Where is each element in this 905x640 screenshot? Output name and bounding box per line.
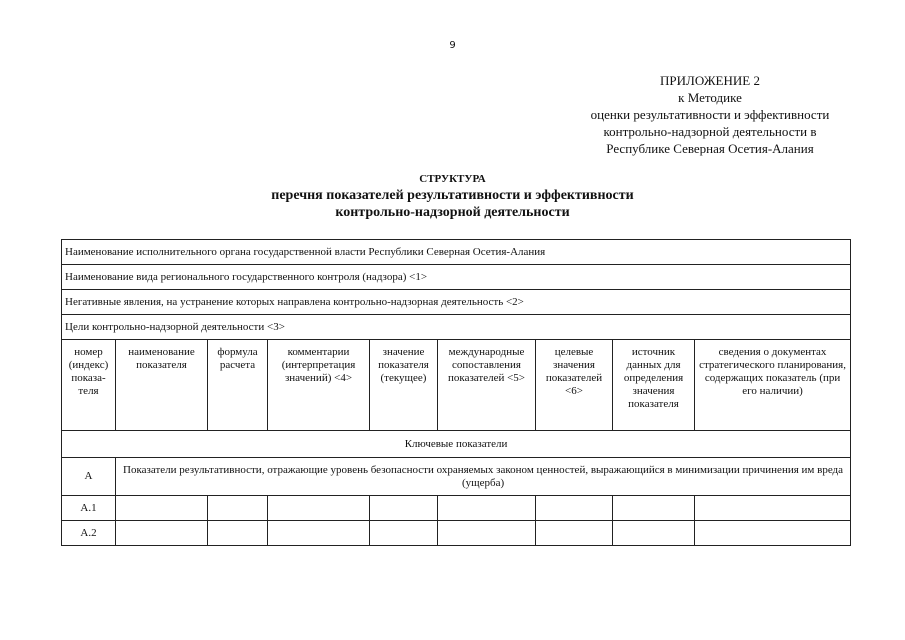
- info-row: [62, 290, 851, 315]
- table-cell: [695, 496, 851, 521]
- key-indicators-row: [62, 431, 851, 458]
- table-header-row: [62, 340, 851, 431]
- table-cell: [208, 496, 268, 521]
- table-row: [62, 496, 851, 521]
- info-row: [62, 240, 851, 265]
- group-description-cell: Показатели результативности, отражающие уровень безопасности охраняемых законом ценностей, выражающийся в минимизации причинения им вреда (ущерба): [116, 458, 851, 496]
- table-cell: [208, 521, 268, 546]
- column-header: комментарии (интерпретация значений) <4>: [268, 340, 370, 431]
- key-indicators-label: Ключевые показатели: [62, 431, 851, 458]
- document-heading: [0, 172, 905, 221]
- heading-subtitle-line: перечня показателей результативности и эффективности: [271, 188, 634, 203]
- table-row: [62, 521, 851, 546]
- column-header: формула расчета: [208, 340, 268, 431]
- indicator-group-row: [62, 458, 851, 496]
- column-header: международные сопоставления показателей <5>: [438, 340, 536, 431]
- executive-body-name-cell: Наименование исполнительного органа государственной власти Республики Северная Осетия-Алания: [62, 240, 851, 265]
- indicators-structure-table: [61, 239, 851, 546]
- table-cell: [116, 496, 208, 521]
- row-index-cell: А.1: [62, 496, 116, 521]
- column-header: источник данных для определения значения показателя: [613, 340, 695, 431]
- control-goals-cell: Цели контрольно-надзорной деятельности <3>: [62, 315, 851, 340]
- appendix-line: ПРИЛОЖЕНИЕ 2: [660, 73, 760, 88]
- table-cell: [268, 521, 370, 546]
- control-type-name-cell: Наименование вида регионального государственного контроля (надзора) <1>: [62, 265, 851, 290]
- negative-phenomena-cell: Негативные явления, на устранение которых направлена контрольно-надзорная деятельность <2>: [62, 290, 851, 315]
- column-header: значение показателя (текущее): [370, 340, 438, 431]
- table-cell: [438, 496, 536, 521]
- appendix-line: оценки результативности и эффективности: [590, 107, 830, 122]
- table-cell: [116, 521, 208, 546]
- heading-subtitle-line: контрольно-надзорной деятельности: [335, 205, 570, 220]
- column-header: номер (индекс) показа-теля: [62, 340, 116, 431]
- table-cell: [438, 521, 536, 546]
- table-cell: [536, 521, 613, 546]
- info-row: [62, 315, 851, 340]
- page-number: 9: [449, 40, 456, 51]
- table-cell: [536, 496, 613, 521]
- table-cell: [370, 521, 438, 546]
- table-cell: [370, 496, 438, 521]
- row-index-cell: А.2: [62, 521, 116, 546]
- table-cell: [695, 521, 851, 546]
- appendix-line: контрольно-надзорной деятельности в: [603, 124, 817, 139]
- appendix-line: к Методике: [678, 90, 742, 105]
- table-cell: [268, 496, 370, 521]
- heading-title: СТРУКТУРА: [419, 173, 486, 185]
- info-row: [62, 265, 851, 290]
- column-header: сведения о документах стратегического планирования, содержащих показатель (при его наличии): [695, 340, 851, 431]
- group-index-cell: А: [62, 458, 116, 496]
- column-header: целевые значения показателей <6>: [536, 340, 613, 431]
- column-header: наименование показателя: [116, 340, 208, 431]
- appendix-line: Республике Северная Осетия-Алания: [606, 141, 814, 156]
- appendix-block: [520, 72, 900, 157]
- table-cell: [613, 521, 695, 546]
- table-cell: [613, 496, 695, 521]
